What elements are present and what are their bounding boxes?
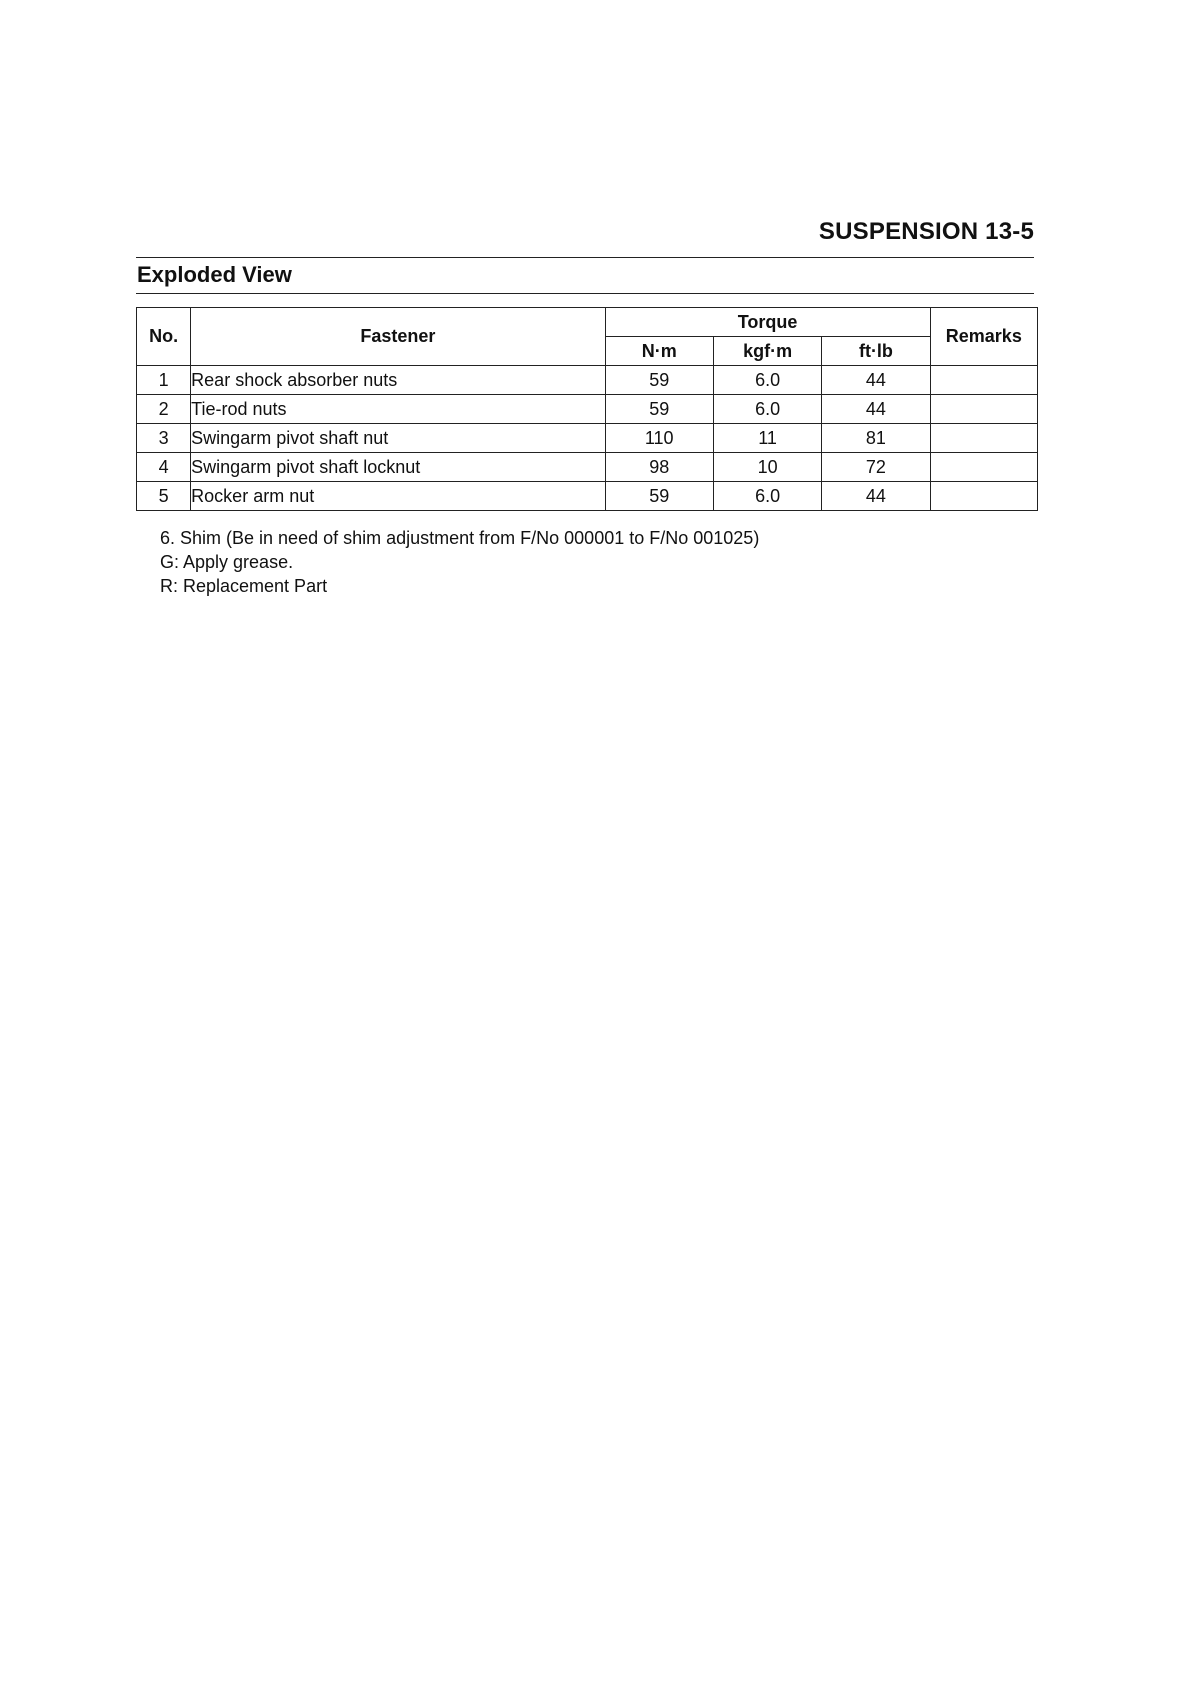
row-no: 3 [137, 424, 191, 453]
torque-table [136, 307, 1038, 511]
row-no: 4 [137, 453, 191, 482]
section-title: Exploded View [137, 262, 292, 287]
note-replacement: R: Replacement Part [160, 576, 328, 596]
header-unit-ftlb: ft·lb [822, 337, 930, 366]
row-fastener: Tie-rod nuts [191, 395, 605, 424]
row-ftlb: 72 [822, 453, 930, 482]
row-nm: 98 [605, 453, 713, 482]
note-shim: 6. Shim (Be in need of shim adjustment from F/No 000001 to F/No 001025) [160, 528, 760, 548]
header-torque: Torque [605, 308, 930, 337]
note-grease: G: Apply grease. [160, 552, 294, 572]
title-divider [136, 293, 1034, 294]
row-nm: 59 [605, 366, 713, 395]
row-no: 5 [137, 482, 191, 511]
row-kgfm: 10 [713, 453, 821, 482]
row-ftlb: 44 [822, 366, 930, 395]
notes-block [160, 526, 759, 598]
table-row [137, 482, 1038, 511]
header-remarks: Remarks [930, 308, 1037, 366]
table-row [137, 453, 1038, 482]
table-row [137, 366, 1038, 395]
row-fastener: Swingarm pivot shaft locknut [191, 453, 605, 482]
row-remarks [930, 453, 1037, 482]
row-remarks [930, 424, 1037, 453]
section-heading [136, 258, 1034, 294]
row-remarks [930, 366, 1037, 395]
header-fastener: Fastener [191, 308, 605, 366]
row-ftlb: 81 [822, 424, 930, 453]
header-unit-nm: N·m [605, 337, 713, 366]
section-page-label: SUSPENSION 13-5 [818, 218, 1034, 245]
row-nm: 59 [605, 482, 713, 511]
row-fastener: Rear shock absorber nuts [191, 366, 605, 395]
row-ftlb: 44 [822, 395, 930, 424]
header-no: No. [137, 308, 191, 366]
table-row [137, 424, 1038, 453]
table-row [137, 395, 1038, 424]
row-no: 1 [137, 366, 191, 395]
row-fastener: Swingarm pivot shaft nut [191, 424, 605, 453]
row-kgfm: 6.0 [713, 395, 821, 424]
header-unit-kgfm: kgf·m [713, 337, 821, 366]
row-kgfm: 6.0 [713, 482, 821, 511]
row-kgfm: 6.0 [713, 366, 821, 395]
row-remarks [930, 395, 1037, 424]
row-no: 2 [137, 395, 191, 424]
row-remarks [930, 482, 1037, 511]
row-ftlb: 44 [822, 482, 930, 511]
page-header [136, 208, 1034, 258]
row-nm: 110 [605, 424, 713, 453]
row-fastener: Rocker arm nut [191, 482, 605, 511]
row-nm: 59 [605, 395, 713, 424]
row-kgfm: 11 [713, 424, 821, 453]
